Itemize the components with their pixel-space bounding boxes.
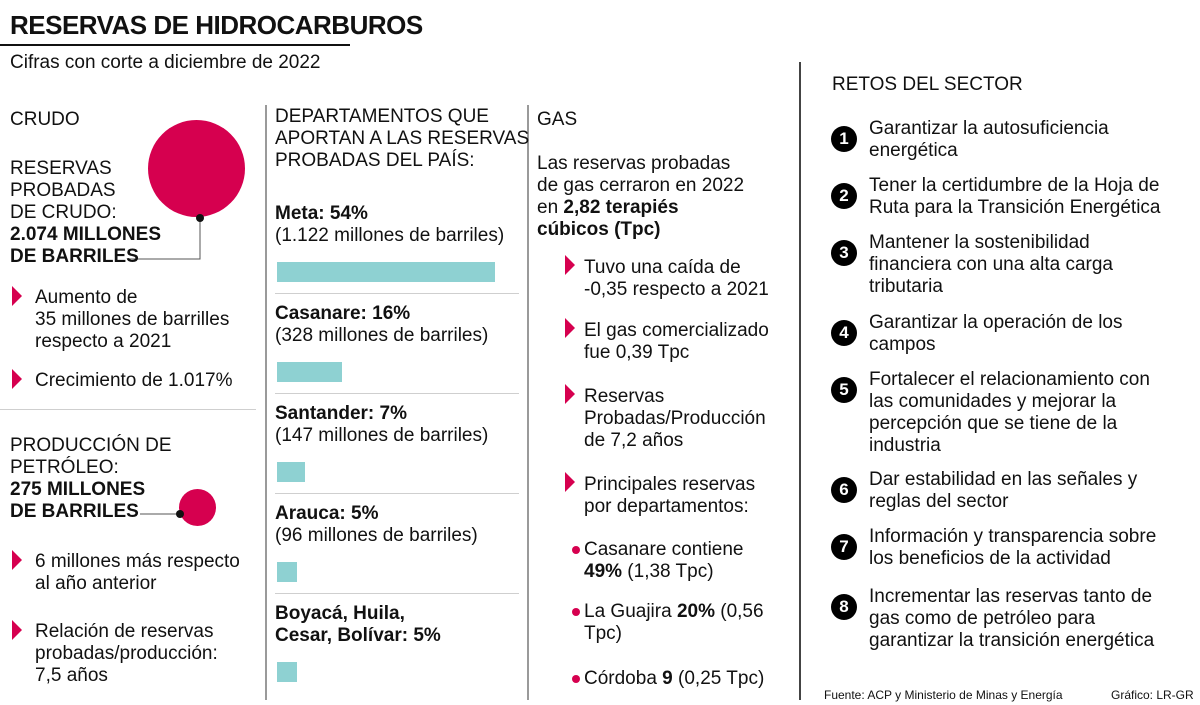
reto-number-badge: 8	[831, 594, 857, 620]
production-label-line: PETRÓLEO:	[10, 457, 119, 478]
gas-dept-value: (0,56	[714, 601, 764, 622]
gas-intro-line: de gas cerraron en 2022	[537, 175, 745, 196]
gas-reserves-unit: cúbicos (Tpc)	[537, 219, 661, 240]
gas-intro	[537, 153, 744, 241]
reto-line: gas como de petróleo para	[869, 608, 1096, 629]
bar	[277, 262, 495, 282]
reto-line: campos	[869, 334, 936, 355]
bullet-marker	[565, 472, 575, 492]
gas-heading: GAS	[537, 109, 578, 130]
reserves-label-line: PROBADAS	[10, 180, 116, 201]
bullet-marker	[12, 286, 22, 306]
bullet-line: -0,35 respecto a 2021	[584, 279, 769, 300]
production-leader-line	[140, 508, 190, 520]
bullet-line: respecto a 2021	[35, 331, 172, 352]
reto-line: garantizar la transición energética	[869, 630, 1155, 651]
gas-dept-line	[584, 601, 764, 623]
reto-line: Incrementar las reservas tanto de	[869, 586, 1153, 607]
reto-line: percepción que se tiene de la	[869, 413, 1118, 434]
page-subtitle: Cifras con corte a diciembre de 2022	[10, 52, 321, 73]
reto-line: los beneficios de la actividad	[869, 548, 1111, 569]
crudo-bullet: Crecimiento de 1.017%	[35, 370, 233, 391]
departments-heading-line: DEPARTAMENTOS QUE	[275, 106, 489, 127]
production-bullet	[35, 551, 240, 595]
dept-dot	[572, 608, 580, 616]
reto-line: las comunidades y mejorar la	[869, 391, 1117, 412]
gas-dept-percent: 20%	[676, 601, 715, 622]
category-label: Meta: 54%	[275, 203, 368, 224]
reto-line: Ruta para la Transición Energética	[869, 197, 1161, 218]
gas-bullet	[584, 474, 755, 518]
bar	[277, 562, 297, 582]
bullet-line: probadas/producción:	[35, 643, 218, 664]
bullet-line: Probadas/Producción	[584, 408, 766, 429]
reserves-label	[10, 158, 161, 268]
bar	[277, 662, 297, 682]
crudo-bullet	[35, 287, 229, 353]
dept-dot	[572, 675, 580, 683]
gas-dept-line: Casanare contiene	[584, 539, 744, 560]
gas-dept-name: La Guajira	[584, 601, 677, 622]
bullet-line: 35 millones de barrilles	[35, 309, 230, 330]
production-value: DE BARRILES	[10, 501, 139, 522]
bullet-line: de 7,2 años	[584, 430, 684, 451]
reto-item	[869, 312, 1189, 356]
gas-reserves-value: 2,82 terapiés	[563, 197, 679, 218]
bullet-line: Principales reservas	[584, 474, 756, 495]
row-separator	[275, 393, 519, 394]
reto-item	[869, 469, 1189, 513]
dept-dot	[572, 546, 580, 554]
category-label: Boyacá, Huila,	[275, 603, 405, 624]
reto-line: industria	[869, 435, 941, 456]
gas-dept-value: (1,38 Tpc)	[622, 561, 714, 582]
gas-bullet	[584, 320, 769, 364]
bullet-line: Relación de reservas	[35, 621, 214, 642]
bullet-line: 7,5 años	[35, 665, 108, 686]
divider-3	[799, 62, 801, 700]
reto-number-badge: 7	[831, 534, 857, 560]
crudo-heading: CRUDO	[10, 109, 80, 130]
bullet-marker	[565, 384, 575, 404]
gas-bullet	[584, 386, 766, 452]
reserves-label-line: RESERVAS	[10, 158, 112, 179]
reto-line: Fortalecer el relacionamiento con	[869, 369, 1150, 390]
row-separator	[275, 293, 519, 294]
category-sublabel: (328 millones de barriles)	[275, 325, 489, 346]
row-separator	[275, 493, 519, 494]
bullet-marker	[12, 620, 22, 640]
reserves-value: DE BARRILES	[10, 246, 139, 267]
reto-line: reglas del sector	[869, 491, 1009, 512]
departments-heading-line: APORTAN A LAS RESERVAS	[275, 128, 530, 149]
gas-dept-name: Córdoba	[584, 668, 663, 689]
bullet-marker	[12, 369, 22, 389]
gas-dept-line: Tpc)	[584, 623, 622, 644]
divider-2	[527, 105, 529, 700]
bullet-line: 6 millones más respecto	[35, 551, 240, 572]
reserves-label-line: DE CRUDO:	[10, 202, 117, 223]
section-separator	[0, 409, 256, 410]
gas-bullet	[584, 257, 769, 301]
reto-item	[869, 526, 1189, 570]
category-sublabel: (96 millones de barriles)	[275, 525, 478, 546]
production-value: 275 MILLONES	[10, 479, 146, 500]
production-label-line: PRODUCCIÓN DE	[10, 435, 172, 456]
title-rule	[0, 44, 350, 46]
bullet-line: fue 0,39 Tpc	[584, 342, 690, 363]
reto-item	[869, 586, 1189, 652]
category-label: Santander: 7%	[275, 403, 407, 424]
bullet-marker	[565, 255, 575, 275]
reto-line: Garantizar la operación de los	[869, 312, 1123, 333]
gas-intro-text: en	[537, 197, 564, 218]
departments-heading	[275, 106, 529, 172]
reto-line: Información y transparencia sobre	[869, 526, 1157, 547]
reto-number-badge: 2	[831, 183, 857, 209]
reto-line: tributaria	[869, 276, 943, 297]
department-bar-chart	[275, 195, 520, 695]
gas-dept-guajira	[584, 601, 764, 645]
gas-dept-value: (0,25 Tpc)	[672, 668, 765, 689]
bullet-line: por departamentos:	[584, 496, 749, 517]
bullet-marker	[12, 550, 22, 570]
bullet-line: El gas comercializado	[584, 320, 769, 341]
row-separator	[275, 593, 519, 594]
category-label: Casanare: 16%	[275, 303, 411, 324]
reto-line: Tener la certidumbre de la Hoja de	[869, 175, 1160, 196]
gas-dept-line	[584, 561, 744, 583]
bullet-line: Reservas	[584, 386, 665, 407]
bar	[277, 362, 342, 382]
page-title: RESERVAS DE HIDROCARBUROS	[10, 10, 423, 40]
bullet-line: al año anterior	[35, 573, 157, 594]
bullet-line: Tuvo una caída de	[584, 257, 741, 278]
reto-item	[869, 175, 1189, 219]
source-note: Fuente: ACP y Ministerio de Minas y Energía	[824, 688, 1063, 702]
gas-dept-percent: 49%	[584, 561, 623, 582]
reto-item	[869, 369, 1189, 457]
gas-dept-percent: 9	[662, 668, 673, 689]
reto-number-badge: 3	[831, 240, 857, 266]
gas-dept-cordoba	[584, 668, 764, 690]
category-sublabel: (1.122 millones de barriles)	[275, 225, 505, 246]
gas-intro-line: Las reservas probadas	[537, 153, 731, 174]
category-sublabel: (147 millones de barriles)	[275, 425, 489, 446]
reto-number-badge: 6	[831, 477, 857, 503]
reto-line: Mantener la sostenibilidad	[869, 232, 1090, 253]
retos-heading: RETOS DEL SECTOR	[832, 74, 1023, 95]
reto-number-badge: 5	[831, 377, 857, 403]
gas-intro-line	[537, 197, 744, 219]
gas-dept-casanare	[584, 539, 744, 583]
reto-line: financiera con una alta carga	[869, 254, 1113, 275]
bar	[277, 462, 305, 482]
reto-number-badge: 4	[831, 320, 857, 346]
reto-number-badge: 1	[831, 126, 857, 152]
bullet-marker	[565, 318, 575, 338]
reserves-value: 2.074 MILLONES	[10, 224, 161, 245]
reserves-bubble	[148, 120, 245, 217]
reto-line: Garantizar la autosuficiencia	[869, 118, 1109, 139]
reto-item	[869, 232, 1189, 298]
category-label: Cesar, Bolívar: 5%	[275, 625, 441, 646]
reto-item	[869, 118, 1189, 162]
divider-1	[265, 105, 267, 700]
bullet-line: Aumento de	[35, 287, 138, 308]
reto-line: energética	[869, 140, 958, 161]
category-label: Arauca: 5%	[275, 503, 379, 524]
reto-line: Dar estabilidad en las señales y	[869, 469, 1138, 490]
production-bullet	[35, 621, 218, 687]
credit-note: Gráfico: LR-GR	[1111, 688, 1194, 702]
departments-heading-line: PROBADAS DEL PAÍS:	[275, 150, 475, 171]
